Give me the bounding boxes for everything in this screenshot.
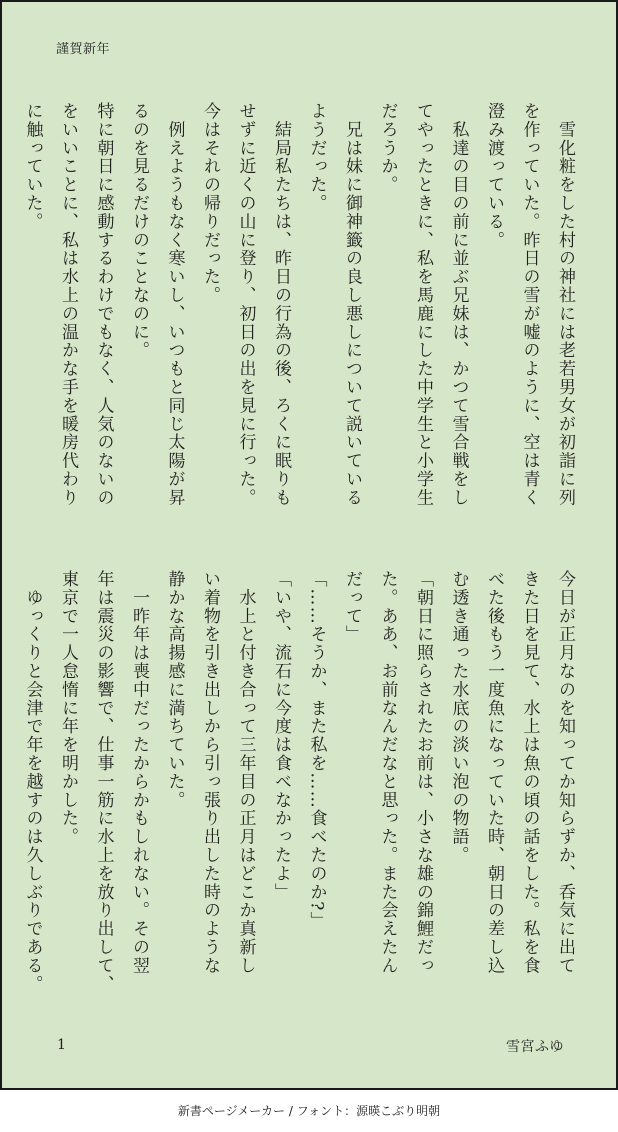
text-line: 今日が正月なのを知ってか知らずか、呑気に出て <box>555 570 575 975</box>
text-line: せずに近くの山に登り、初日の出を見に行った。 <box>235 102 256 507</box>
text-line: に触っていた。 <box>22 102 43 231</box>
text-line: を作っていた。昨日の雪が嘘のように、空は青く <box>519 102 540 507</box>
text-line: 年は震災の影響で、仕事一筋に水上を放り出して、 <box>93 570 114 994</box>
text-line: 静かな高揚感に満ちていた。 <box>164 570 185 810</box>
text-line: い着物を引き出しから引っ張り出した時のような <box>200 570 220 975</box>
text-line: るのを見るだけのことなのに。 <box>129 102 149 360</box>
text-line: 澄み渡っている。 <box>484 102 504 250</box>
text-line: 兄は妹に御神籤の良し悪しについて説いている <box>342 102 362 507</box>
text-line: 「いや、流石に今度は食べなかったよ」 <box>271 570 291 902</box>
text-line: 私達の目の前に並ぶ兄妹は、かつて雪合戦をし <box>448 102 469 507</box>
text-line: てやったときに、私を馬鹿にした中学生と小学生 <box>413 102 433 507</box>
text-line: 「……そうか、また私を……食べたのか?」 <box>306 570 327 931</box>
text-line: ようだった。 <box>306 102 327 213</box>
text-line: 今はそれの帰りだった。 <box>200 102 220 305</box>
text-line: 特に朝日に感動するわけでもなく、人気のないの <box>93 102 114 507</box>
text-line: 水上と付き合って三年目の正月はどこか真新し <box>235 570 256 975</box>
text-line: 結局私たちは、昨日の行為の後、ろくに眠りも <box>271 102 291 507</box>
text-line: 雪化粧をした村の神社には老若男女が初詣に列 <box>555 102 575 507</box>
upper-text-block <box>22 102 582 572</box>
text-line: きた日を見て、水上は魚の頃の話をした。私を食 <box>519 570 540 975</box>
lower-text-block <box>22 570 582 1040</box>
text-line: 例えようもなく寒いし、いつもと同じ太陽が昇 <box>164 102 185 507</box>
text-line: だろうか。 <box>377 102 398 194</box>
text-line: 一昨年は喪中だったからかもしれない。その翌 <box>129 570 149 975</box>
text-line: 東京で一人怠惰に年を明かした。 <box>58 570 78 846</box>
page-number: 1 <box>57 1037 66 1053</box>
running-title: 謹賀新年 <box>56 42 111 57</box>
text-line: ゆっくりと会津で年を越すのは久しぶりである。 <box>22 570 43 994</box>
text-line: べた後もう一度魚になっていた時、朝日の差し込 <box>484 570 504 975</box>
generator-credit: 新書ページメーカー / フォント：源暎こぶり明朝 <box>177 1104 441 1118</box>
text-line: だって」 <box>342 570 362 644</box>
author-name: 雪宮ふゆ <box>506 1039 564 1055</box>
text-line: をいいことに、私は水上の温かな手を暖房代わり <box>58 102 78 507</box>
text-line: た。ああ、お前なんだなと思った。また会えたん <box>377 570 398 975</box>
text-line: む透き通った水底の淡い泡の物語。 <box>448 570 469 865</box>
text-line: 「朝日に照らされたお前は、小さな雄の錦鯉だっ <box>413 570 433 975</box>
